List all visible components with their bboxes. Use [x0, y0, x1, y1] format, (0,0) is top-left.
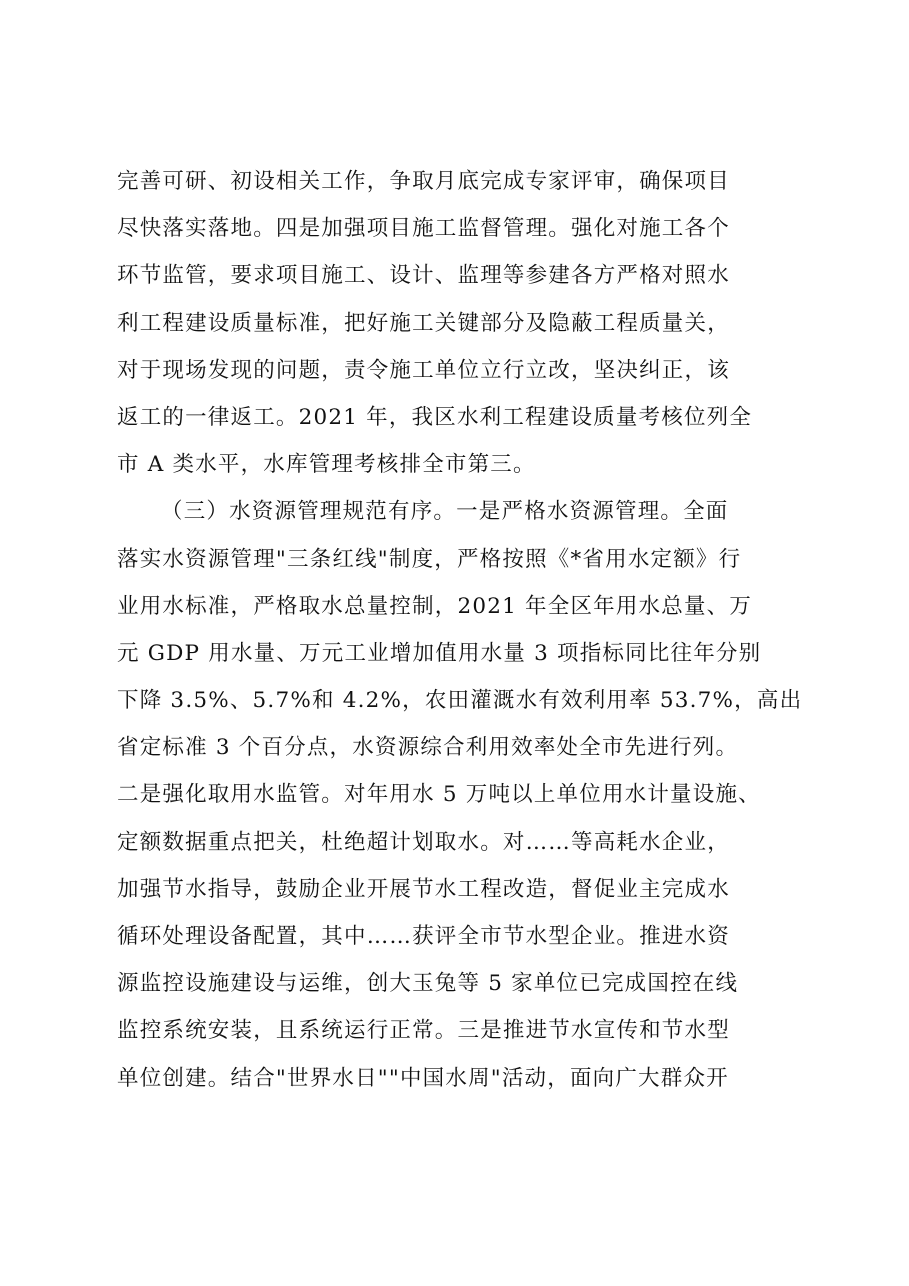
- text-line: 单位创建。结合"世界水日""中国水周"活动，面向广大群众开: [117, 1065, 729, 1091]
- text-line: 定额数据重点把关，杜绝超计划取水。对……等高耗水企业，: [117, 829, 730, 855]
- text-line: 完善可研、初设相关工作，争取月底完成专家评审，确保项目: [117, 169, 730, 194]
- text-line: 二是强化取用水监管。对年用水 5 万吨以上单位用水计量设施、: [117, 782, 761, 808]
- text-line: 元 GDP 用水量、万元工业增加值用水量 3 项指标同比往年分别: [117, 640, 762, 666]
- text-line: 下降 3.5%、5.7%和 4.2%，农田灌溉水有效利用率 53.7%，高出: [117, 688, 803, 714]
- text-line: 加强节水指导，鼓励企业开展节水工程改造，督促业主完成水: [117, 876, 730, 902]
- text-line: 环节监管，要求项目施工、设计、监理等参建各方严格对照水: [117, 263, 730, 289]
- text-line: 落实水资源管理"三条红线"制度，严格按照《*省用水定额》行: [117, 546, 742, 572]
- text-line: 业用水标准，严格取水总量控制，2021 年全区年用水总量、万: [117, 593, 753, 619]
- text-line: 尽快落实落地。四是加强项目施工监督管理。强化对施工各个: [117, 216, 730, 242]
- text-line: 返工的一律返工。2021 年，我区水利工程建设质量考核位列全: [117, 404, 753, 430]
- text-line: 市 A 类水平，水库管理考核排全市第三。: [117, 452, 536, 478]
- text-line: 对于现场发现的问题，责令施工单位立行立改，坚决纠正，该: [117, 357, 730, 383]
- text-line: 循环处理设备配置，其中……获评全市节水型企业。推进水资: [117, 924, 730, 949]
- body-text: [117, 158, 817, 1102]
- section-heading-line: （三）水资源管理规范有序。一是严格水资源管理。全面: [161, 499, 729, 525]
- text-line: 利工程建设质量标准，把好施工关键部分及隐蔽工程质量关，: [117, 310, 730, 336]
- text-line: 监控系统安装，且系统运行正常。三是推进节水宣传和节水型: [117, 1018, 730, 1044]
- text-line: 源监控设施建设与运维，创大玉兔等 5 家单位已完成国控在线: [117, 971, 739, 997]
- text-line: 省定标准 3 个百分点，水资源综合利用效率处全市先进行列。: [117, 735, 739, 761]
